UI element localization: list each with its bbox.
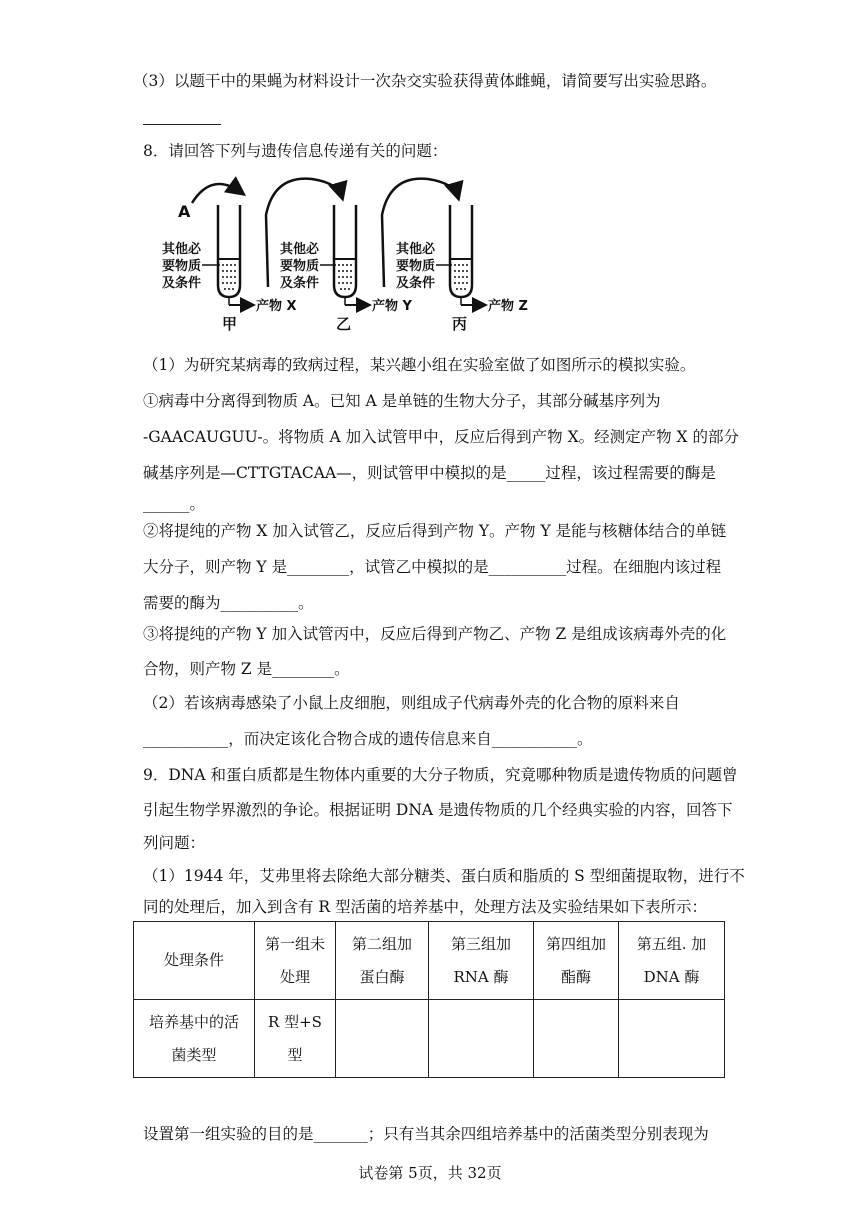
table-row [134,1000,725,1078]
q8-line-6: ②将提纯的产物 X 加入试管乙，反应后得到产物 Y。产物 Y 是能与核糖体结合的单链 [143,522,727,540]
input-label-a: A [178,202,191,221]
q9-line-5: 同的处理后，加入到含有 R 型活菌的培养基中，处理方法及实验结果如下表所示： [143,898,708,916]
conditions-jia [162,241,220,291]
tube-label-jia: 甲 [222,315,238,333]
svg-text:及条件: 及条件 [280,276,320,291]
q8-line-8: 需要的酶为__________。 [143,594,314,612]
q8-line-2: ①病毒中分离得到物质 A。已知 A 是单链的生物大分子，其部分碱基序列为 [143,392,661,410]
q9-line-3: 列问题： [143,834,206,852]
header-cell: 处理条件 [134,922,255,1000]
table-cell-empty [429,1000,534,1078]
svg-text:其他必: 其他必 [162,242,202,257]
tube-bing [450,205,472,297]
q8-line-7: 大分子，则产物 Y 是________，试管乙中模拟的是__________过程。在细胞内该过程 [143,558,722,576]
svg-text:其他必: 其他必 [280,242,320,257]
product-z-label: 产物 Z [488,299,528,314]
tube-label-yi: 乙 [336,315,352,333]
tube-label-bing: 丙 [452,315,468,333]
header-cell: 第五组. 加 DNA 酶 [619,922,725,1000]
q8-line-5: ______。 [143,495,206,513]
header-cell: 第三组加 RNA 酶 [429,922,534,1000]
q8-line-12: ___________，而决定该化合物合成的遗传信息来自___________。 [143,730,593,748]
experiment-diagram [162,175,542,337]
tube-jia [218,205,240,297]
q8-line-9: ③将提纯的产物 Y 加入试管丙中，反应后得到产物乙、产物 Z 是组成该病毒外壳的化 [143,625,727,643]
header-cell: 第一组未 处理 [255,922,336,1000]
answer-underline [143,124,221,125]
q8-line-3: -GAACAUGUU-。将物质 A 加入试管甲中，反应后得到产物 X。经测定产物 X 的部分 [143,428,739,446]
q9-line-1: 9．DNA 和蛋白质都是生物体内重要的大分子物质，究竟哪种物质是遗传物质的问题曾 [143,766,738,784]
product-x-label: 产物 X [256,299,297,314]
q9-after-table: 设置第一组实验的目的是_______；只有当其余四组培养基中的活菌类型分别表现为 [143,1125,709,1143]
table-cell-empty [534,1000,619,1078]
q8-title: 8．请回答下列与遗传信息传递有关的问题： [143,142,448,160]
q9-line-2: 引起生物学界激烈的争论。根据证明 DNA 是遗传物质的几个经典实验的内容，回答下 [143,801,733,819]
page-footer: 试卷第 5页，共 32页 [358,1164,502,1182]
tube-yi [334,205,356,297]
table-cell-empty [336,1000,429,1078]
svg-text:要物质: 要物质 [162,259,202,274]
header-cell: 第二组加 蛋白酶 [336,922,429,1000]
q9-line-4: （1）1944 年，艾弗里将去除绝大部分糖类、蛋白质和脂质的 S 型细菌提取物，进行不 [143,867,745,885]
svg-text:其他必: 其他必 [396,242,436,257]
arrow-a-to-tube1 [192,184,242,203]
q7-sub3: （3）以题干中的果蝇为材料设计一次杂交实验获得黄体雌蝇，请简要写出实验思路。 [133,72,717,90]
svg-text:要物质: 要物质 [396,259,436,274]
q8-line-4: 碱基序列是—CTTGTACAA—，则试管甲中模拟的是_____过程，该过程需要的酶是 [143,464,716,482]
table-cell: 培养基中的活 菌类型 [134,1000,255,1078]
svg-text:及条件: 及条件 [396,276,436,291]
svg-text:及条件: 及条件 [162,276,202,291]
table-cell: R 型+S 型 [255,1000,336,1078]
q8-line-11: （2）若该病毒感染了小鼠上皮细胞，则组成子代病毒外壳的化合物的原料来自 [143,694,680,712]
avery-experiment-table [133,921,725,1078]
conditions-yi [280,241,336,291]
conditions-bing [396,241,452,291]
header-cell: 第四组加 酯酶 [534,922,619,1000]
product-y-label: 产物 Y [372,299,412,314]
svg-text:要物质: 要物质 [280,259,320,274]
q8-line-1: （1）为研究某病毒的致病过程，某兴趣小组在实验室做了如图所示的模拟实验。 [143,356,696,374]
table-header-row [134,922,725,1000]
table-cell-empty [619,1000,725,1078]
q8-line-10: 合物，则产物 Z 是________。 [143,660,350,678]
